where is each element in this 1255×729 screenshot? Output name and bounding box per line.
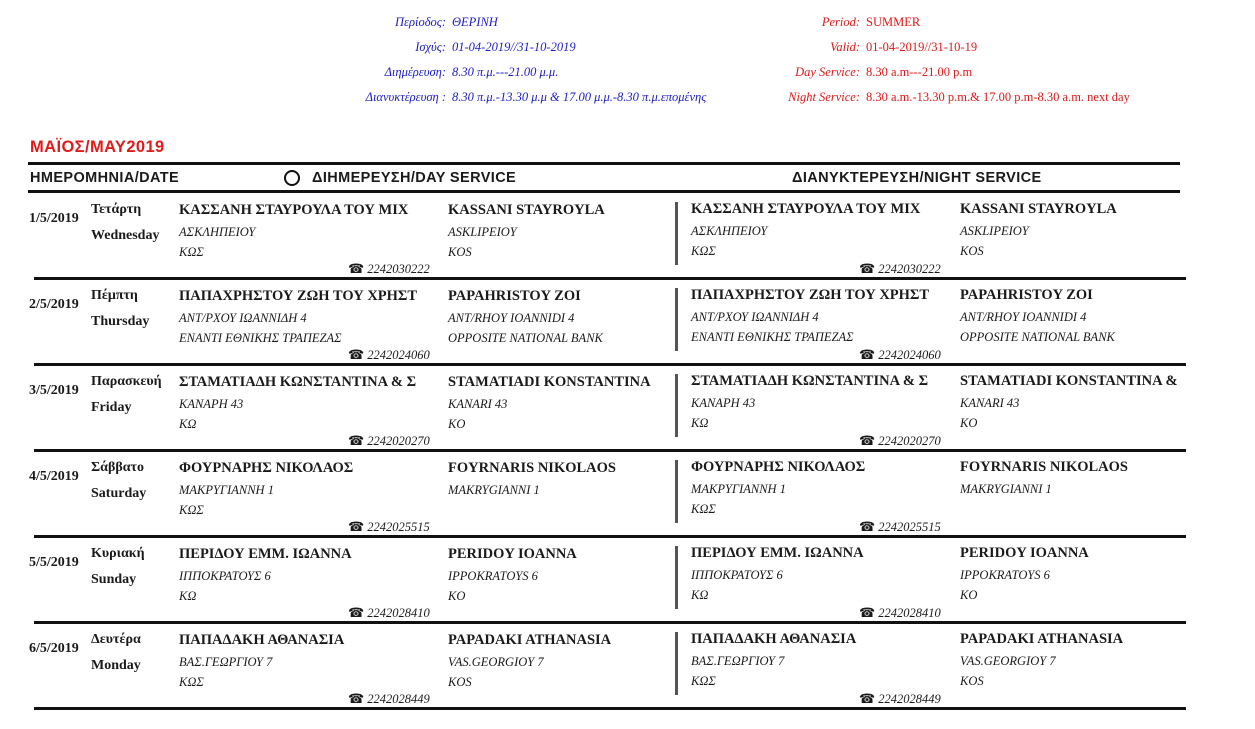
phone-icon: ☎ <box>348 433 365 448</box>
phone-icon: ☎ <box>348 519 365 534</box>
phone-icon: ☎ <box>348 691 365 706</box>
header-value: 01-04-2019//31-10-19 <box>866 40 978 54</box>
phone-icon: ☎ <box>859 519 876 534</box>
column-header-date: ΗΜΕΡΟΜΗΝΙΑ/DATE <box>30 170 180 186</box>
phone-number: 2242025515 <box>878 519 941 534</box>
pharmacy-area: KO <box>960 416 978 430</box>
pharmacy-address: ΒΑΣ.ΓΕΩΡΓΙΟΥ 7 <box>691 654 785 668</box>
pharmacy-name: FOYRNARIS NIKOLAOS <box>448 460 616 476</box>
night-phone <box>859 519 941 535</box>
column-header-day-label: ΔΙΗΜΕΡΕΥΣΗ/DAY SERVICE <box>312 170 517 186</box>
header-value: 8.30 π.μ.---21.00 μ.μ. <box>452 65 559 79</box>
phone-number: 2242024060 <box>878 347 941 362</box>
day-pharmacy-english <box>448 374 651 434</box>
pharmacy-address: ΑΣΚΛΗΠΕΙΟΥ <box>179 225 256 239</box>
row-weekday-english: Monday <box>91 658 141 673</box>
service-divider <box>675 632 678 695</box>
row-weekday-english: Wednesday <box>91 228 160 243</box>
pharmacy-name: STAMATIADI KONSTANTINA & <box>960 373 1178 389</box>
pharmacy-area: ΚΩΣ <box>179 245 204 259</box>
pharmacy-area: ΚΩ <box>691 588 709 602</box>
service-divider <box>675 546 678 609</box>
table-row <box>0 538 1255 624</box>
pharmacy-name: ΦΟΥΡΝΑΡΗΣ ΝΙΚΟΛΑΟΣ <box>691 459 866 475</box>
day-phone <box>348 433 430 449</box>
row-date: 3/5/2019 <box>29 383 79 398</box>
header-label: Περίοδος: <box>395 15 446 29</box>
header-label: Valid: <box>830 40 860 54</box>
pharmacy-area: ΕΝΑΝΤΙ ΕΘΝΙΚΗΣ ΤΡΑΠΕΖΑΣ <box>179 331 342 345</box>
night-pharmacy-greek <box>691 459 865 519</box>
pharmacy-name: PAPADAKI ATHANASIA <box>448 632 612 648</box>
pharmacy-area <box>960 499 1128 519</box>
pharmacy-area: ΕΝΑΝΤΙ ΕΘΝΙΚΗΣ ΤΡΑΠΕΖΑΣ <box>691 330 854 344</box>
phone-icon: ☎ <box>859 347 876 362</box>
night-pharmacy-greek <box>691 631 856 691</box>
pharmacy-area: KO <box>960 588 978 602</box>
pharmacy-address: IPPOKRATOYS 6 <box>448 569 538 583</box>
column-header-night-service: ΔΙΑΝΥΚΤΕΡΕΥΣΗ/NIGHT SERVICE <box>792 170 1042 186</box>
pharmacy-area: KO <box>448 417 466 431</box>
pharmacy-name: ΠΑΠΑΔΑΚΗ ΑΘΑΝΑΣΙΑ <box>691 631 857 647</box>
pharmacy-name: ΣΤΑΜΑΤΙΑΔΗ ΚΩΝΣΤΑΝΤΙΝΑ & Σ <box>179 374 417 390</box>
column-header-day-service <box>284 170 516 186</box>
night-phone <box>859 433 941 449</box>
row-weekday-english: Friday <box>91 400 132 415</box>
night-pharmacy-english <box>960 545 1089 605</box>
day-pharmacy-english <box>448 546 577 606</box>
phone-icon: ☎ <box>859 605 876 620</box>
table-row <box>0 452 1255 538</box>
table-row <box>0 194 1255 280</box>
phone-icon: ☎ <box>348 261 365 276</box>
pharmacy-area: KOS <box>960 244 984 258</box>
day-pharmacy-greek <box>179 374 416 434</box>
day-pharmacy-english <box>448 460 616 520</box>
phone-number: 2242028449 <box>878 691 941 706</box>
day-phone <box>348 519 430 535</box>
row-date: 2/5/2019 <box>29 297 79 312</box>
header-english <box>740 10 1130 110</box>
pharmacy-address: ΑΣΚΛΗΠΕΙΟΥ <box>691 224 768 238</box>
pharmacy-name: ΚΑΣΣΑΝΗ ΣΤΑΥΡΟΥΛΑ ΤΟΥ ΜΙΧ <box>179 202 409 218</box>
pharmacy-address: VAS.GEORGIOY 7 <box>448 655 544 669</box>
row-weekday-greek: Πέμπτη <box>91 288 138 303</box>
pharmacy-name: ΚΑΣΣΑΝΗ ΣΤΑΥΡΟΥΛΑ ΤΟΥ ΜΙΧ <box>691 201 921 217</box>
phone-number: 2242028410 <box>878 605 941 620</box>
night-pharmacy-greek <box>691 287 929 347</box>
day-pharmacy-english <box>448 632 611 692</box>
phone-icon: ☎ <box>348 605 365 620</box>
pharmacy-address: VAS.GEORGIOY 7 <box>960 654 1056 668</box>
pharmacy-address: ΜΑΚΡΥΓΙΑΝΝΗ 1 <box>179 483 274 497</box>
pharmacy-area: ΚΩΣ <box>179 503 204 517</box>
night-phone <box>859 605 941 621</box>
header-value: 01-04-2019//31-10-2019 <box>452 40 576 54</box>
table-header-rule <box>28 190 1180 193</box>
pharmacy-area: ΚΩΣ <box>691 674 716 688</box>
night-pharmacy-english <box>960 631 1123 691</box>
header-row-period <box>300 10 706 35</box>
pharmacy-address: KANARI 43 <box>960 396 1020 410</box>
day-pharmacy-greek <box>179 202 408 262</box>
pharmacy-name: PAPAHRISTOY ZOI <box>960 287 1093 303</box>
day-phone <box>348 261 430 277</box>
header-value: 8.30 a.m---21.00 p.m <box>866 65 973 79</box>
day-pharmacy-greek <box>179 288 417 348</box>
header-row-night-service <box>740 85 1130 110</box>
day-phone <box>348 347 430 363</box>
table-row <box>0 366 1255 452</box>
pharmacy-area: KOS <box>960 674 984 688</box>
header-value: ΘΕΡΙΝΗ <box>452 15 498 29</box>
header-greek <box>300 10 706 110</box>
pharmacy-area: ΚΩ <box>179 589 197 603</box>
night-pharmacy-english <box>960 373 1178 433</box>
pharmacy-name: KASSANI STAYROYLA <box>448 202 605 218</box>
header-row-day-service <box>300 60 706 85</box>
day-phone <box>348 605 430 621</box>
phone-icon: ☎ <box>348 347 365 362</box>
phone-icon: ☎ <box>859 261 876 276</box>
day-pharmacy-english <box>448 288 603 348</box>
header-label: Day Service: <box>795 65 860 79</box>
row-weekday-english: Saturday <box>91 486 147 501</box>
row-weekday-greek: Κυριακή <box>91 546 145 561</box>
header-value: 8.30 π.μ.-13.30 μ.μ & 17.00 μ.μ.-8.30 π.μ.επομένης <box>452 90 707 104</box>
pharmacy-address: KANARI 43 <box>448 397 508 411</box>
row-date: 5/5/2019 <box>29 555 79 570</box>
pharmacy-address: MAKRYGIANNI 1 <box>448 483 540 497</box>
phone-number: 2242028449 <box>367 691 430 706</box>
row-separator <box>34 707 1186 710</box>
pharmacy-address: ΙΠΠΟΚΡΑΤΟΥΣ 6 <box>179 569 271 583</box>
row-weekday-greek: Δευτέρα <box>91 632 141 647</box>
pharmacy-name: PAPADAKI ATHANASIA <box>960 631 1124 647</box>
table-top-rule <box>28 162 1180 165</box>
pharmacy-name: ΠΕΡΙΔΟΥ ΕΜΜ. ΙΩΑΝΝΑ <box>691 545 864 561</box>
day-pharmacy-english <box>448 202 605 262</box>
pharmacy-address: ΑΝΤ/ΡΧΟΥ ΙΩΑΝΝΙΔΗ 4 <box>691 310 819 324</box>
night-pharmacy-english <box>960 201 1117 261</box>
pharmacy-area: KO <box>448 589 466 603</box>
header-label: Διημέρευση: <box>384 65 446 79</box>
phone-number: 2242020270 <box>367 433 430 448</box>
row-date: 4/5/2019 <box>29 469 79 484</box>
pharmacy-address: ANT/RHOY IOANNIDI 4 <box>448 311 575 325</box>
table-row <box>0 280 1255 366</box>
service-divider <box>675 202 678 265</box>
header-value: SUMMER <box>866 15 921 29</box>
pharmacy-area: OPPOSITE NATIONAL BANK <box>448 331 603 345</box>
header-row-valid <box>300 35 706 60</box>
pharmacy-name: FOYRNARIS NIKOLAOS <box>960 459 1128 475</box>
night-phone <box>859 347 941 363</box>
pharmacy-name: STAMATIADI KONSTANTINA <box>448 374 651 390</box>
header-label: Ισχύς: <box>415 40 446 54</box>
circle-icon <box>284 170 300 186</box>
pharmacy-address: ASKLIPEIOY <box>960 224 1029 238</box>
pharmacy-area: ΚΩ <box>691 416 709 430</box>
pharmacy-address: IPPOKRATOYS 6 <box>960 568 1050 582</box>
header-row-period <box>740 10 1130 35</box>
row-weekday-english: Thursday <box>91 314 150 329</box>
table-row <box>0 624 1255 710</box>
service-divider <box>675 460 678 523</box>
pharmacy-address: ΚΑΝΑΡΗ 43 <box>179 397 244 411</box>
pharmacy-name: ΠΑΠΑΧΡΗΣΤΟΥ ΖΩΗ ΤΟΥ ΧΡΗΣΤ <box>179 288 418 304</box>
header-row-night-service <box>300 85 706 110</box>
header-label: Διανυκτέρευση : <box>365 90 446 104</box>
night-pharmacy-greek <box>691 373 928 433</box>
night-pharmacy-greek <box>691 545 864 605</box>
pharmacy-area: KOS <box>448 675 472 689</box>
phone-number: 2242020270 <box>878 433 941 448</box>
pharmacy-name: ΠΑΠΑΧΡΗΣΤΟΥ ΖΩΗ ΤΟΥ ΧΡΗΣΤ <box>691 287 930 303</box>
pharmacy-address: ΒΑΣ.ΓΕΩΡΓΙΟΥ 7 <box>179 655 273 669</box>
header-row-valid <box>740 35 1130 60</box>
header-label: Night Service: <box>788 90 860 104</box>
pharmacy-area: OPPOSITE NATIONAL BANK <box>960 330 1115 344</box>
pharmacy-area: KOS <box>448 245 472 259</box>
pharmacy-name: ΦΟΥΡΝΑΡΗΣ ΝΙΚΟΛΑΟΣ <box>179 460 354 476</box>
pharmacy-address: ΑΝΤ/ΡΧΟΥ ΙΩΑΝΝΙΔΗ 4 <box>179 311 307 325</box>
night-pharmacy-english <box>960 287 1115 347</box>
pharmacy-name: ΠΕΡΙΔΟΥ ΕΜΜ. ΙΩΑΝΝΑ <box>179 546 352 562</box>
row-weekday-greek: Παρασκευή <box>91 374 162 389</box>
day-pharmacy-greek <box>179 546 352 606</box>
night-phone <box>859 261 941 277</box>
pharmacy-address: ΜΑΚΡΥΓΙΑΝΝΗ 1 <box>691 482 786 496</box>
header-value: 8.30 a.m.-13.30 p.m.& 17.00 p.m-8.30 a.m. next day <box>866 90 1130 104</box>
row-weekday-greek: Σάββατο <box>91 460 144 475</box>
day-phone <box>348 691 430 707</box>
pharmacy-address: ANT/RHOY IOANNIDI 4 <box>960 310 1087 324</box>
night-phone <box>859 691 941 707</box>
row-weekday-english: Sunday <box>91 572 137 587</box>
day-pharmacy-greek <box>179 632 344 692</box>
row-date: 1/5/2019 <box>29 211 79 226</box>
phone-number: 2242028410 <box>367 605 430 620</box>
pharmacy-name: PAPAHRISTOY ZOI <box>448 288 581 304</box>
phone-number: 2242025515 <box>367 519 430 534</box>
pharmacy-address: ΚΑΝΑΡΗ 43 <box>691 396 756 410</box>
header-label: Period: <box>821 15 860 29</box>
phone-icon: ☎ <box>859 433 876 448</box>
phone-number: 2242030222 <box>367 261 430 276</box>
pharmacy-area: ΚΩ <box>179 417 197 431</box>
pharmacy-area: ΚΩΣ <box>691 502 716 516</box>
pharmacy-address: ASKLIPEIOY <box>448 225 517 239</box>
phone-number: 2242024060 <box>367 347 430 362</box>
pharmacy-area: ΚΩΣ <box>691 244 716 258</box>
pharmacy-area: ΚΩΣ <box>179 675 204 689</box>
day-pharmacy-greek <box>179 460 353 520</box>
month-title: ΜΑΪΟΣ/MAY2019 <box>30 138 165 156</box>
service-divider <box>675 288 678 351</box>
row-weekday-greek: Τετάρτη <box>91 202 142 217</box>
pharmacy-name: KASSANI STAYROYLA <box>960 201 1117 217</box>
pharmacy-address: ΙΠΠΟΚΡΑΤΟΥΣ 6 <box>691 568 783 582</box>
pharmacy-name: PERIDOY IOANNA <box>960 545 1089 561</box>
phone-icon: ☎ <box>859 691 876 706</box>
pharmacy-name: PERIDOY IOANNA <box>448 546 577 562</box>
night-pharmacy-english <box>960 459 1128 519</box>
service-divider <box>675 374 678 437</box>
pharmacy-name: ΣΤΑΜΑΤΙΑΔΗ ΚΩΝΣΤΑΝΤΙΝΑ & Σ <box>691 373 929 389</box>
pharmacy-name: ΠΑΠΑΔΑΚΗ ΑΘΑΝΑΣΙΑ <box>179 632 345 648</box>
night-pharmacy-greek <box>691 201 920 261</box>
header-row-day-service <box>740 60 1130 85</box>
pharmacy-area <box>448 500 616 520</box>
phone-number: 2242030222 <box>878 261 941 276</box>
row-date: 6/5/2019 <box>29 641 79 656</box>
pharmacy-address: MAKRYGIANNI 1 <box>960 482 1052 496</box>
